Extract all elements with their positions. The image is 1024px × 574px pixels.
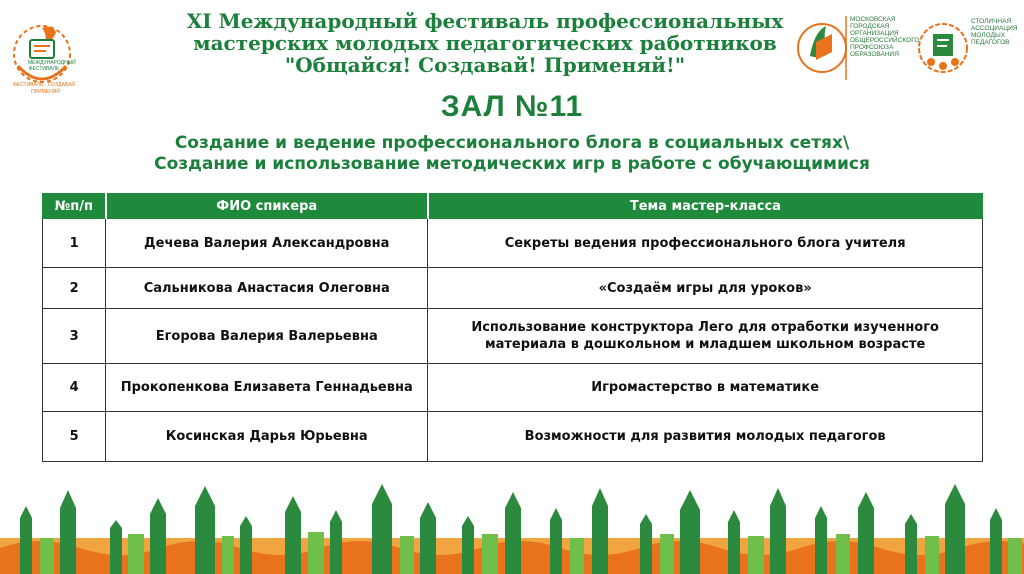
union-logo [796, 12, 920, 84]
hall-title: ЗАЛ №11 [440, 90, 584, 123]
subtitle-line-1: Создание и ведение профессионального блога в социальных сетях\ [174, 133, 850, 153]
session-subtitle [0, 133, 1024, 175]
topic: «Создаём игры для уроков» [428, 268, 983, 309]
topic: Секреты ведения профессионального блога учителя [428, 219, 983, 268]
topic: Возможности для развития молодых педагогов [428, 412, 983, 462]
festival-logo-ring-text: ФЕСТИВАЛЬ · СОЗДАВАЙ · ПРИМЕНЯЙ [12, 82, 76, 95]
header-number: №п/п [43, 194, 106, 219]
festival-logo [12, 14, 76, 95]
young-teachers-logo-text: СТОЛИЧНАЯ АССОЦИАЦИЯ МОЛОДЫХ ПЕДАГОГОВ [971, 18, 1018, 46]
topic: Использование конструктора Лего для отработки изученного материала в дошкольном и младшем школьном возрасте [428, 309, 983, 364]
table-row [43, 309, 983, 364]
schedule-table [42, 193, 983, 462]
speaker-name: Прокопенкова Елизавета Геннадьевна [106, 364, 428, 412]
row-number: 3 [43, 309, 106, 364]
festival-title [120, 10, 850, 76]
union-logo-text: МОСКОВСКАЯ ГОРОДСКАЯ ОРГАНИЗАЦИЯ ОБЩЕРОССИЙСКОГО ПРОФСОЮЗА ОБРАЗОВАНИЯ [850, 16, 920, 58]
speaker-name: Сальникова Анастасия Олеговна [106, 268, 428, 309]
speaker-name: Егорова Валерия Валерьевна [106, 309, 428, 364]
topic: Игромастерство в математике [428, 364, 983, 412]
row-number: 2 [43, 268, 106, 309]
row-number: 4 [43, 364, 106, 412]
title-line-3: "Общайся! Создавай! Применяй!" [284, 53, 686, 77]
young-teachers-logo [917, 12, 1017, 84]
table-header-row [43, 194, 983, 219]
title-line-1: XI Международный фестиваль профессиональных [186, 9, 784, 33]
festival-logo-text: МЕЖДУНАРОДНЫЙ ФЕСТИВАЛЬ [28, 60, 76, 72]
header-topic: Тема мастер-класса [428, 194, 983, 219]
table-row [43, 268, 983, 309]
row-number: 1 [43, 219, 106, 268]
header-speaker: ФИО спикера [106, 194, 428, 219]
subtitle-line-2: Создание и использование методических игр в работе с обучающимися [154, 154, 870, 174]
kremlin-skyline-decoration [0, 478, 1024, 574]
table-row [43, 412, 983, 462]
speaker-name: Косинская Дарья Юрьевна [106, 412, 428, 462]
row-number: 5 [43, 412, 106, 462]
table-row [43, 219, 983, 268]
table-row [43, 364, 983, 412]
title-line-2: мастерских молодых педагогических работников [193, 31, 777, 55]
speaker-name: Дечева Валерия Александровна [106, 219, 428, 268]
